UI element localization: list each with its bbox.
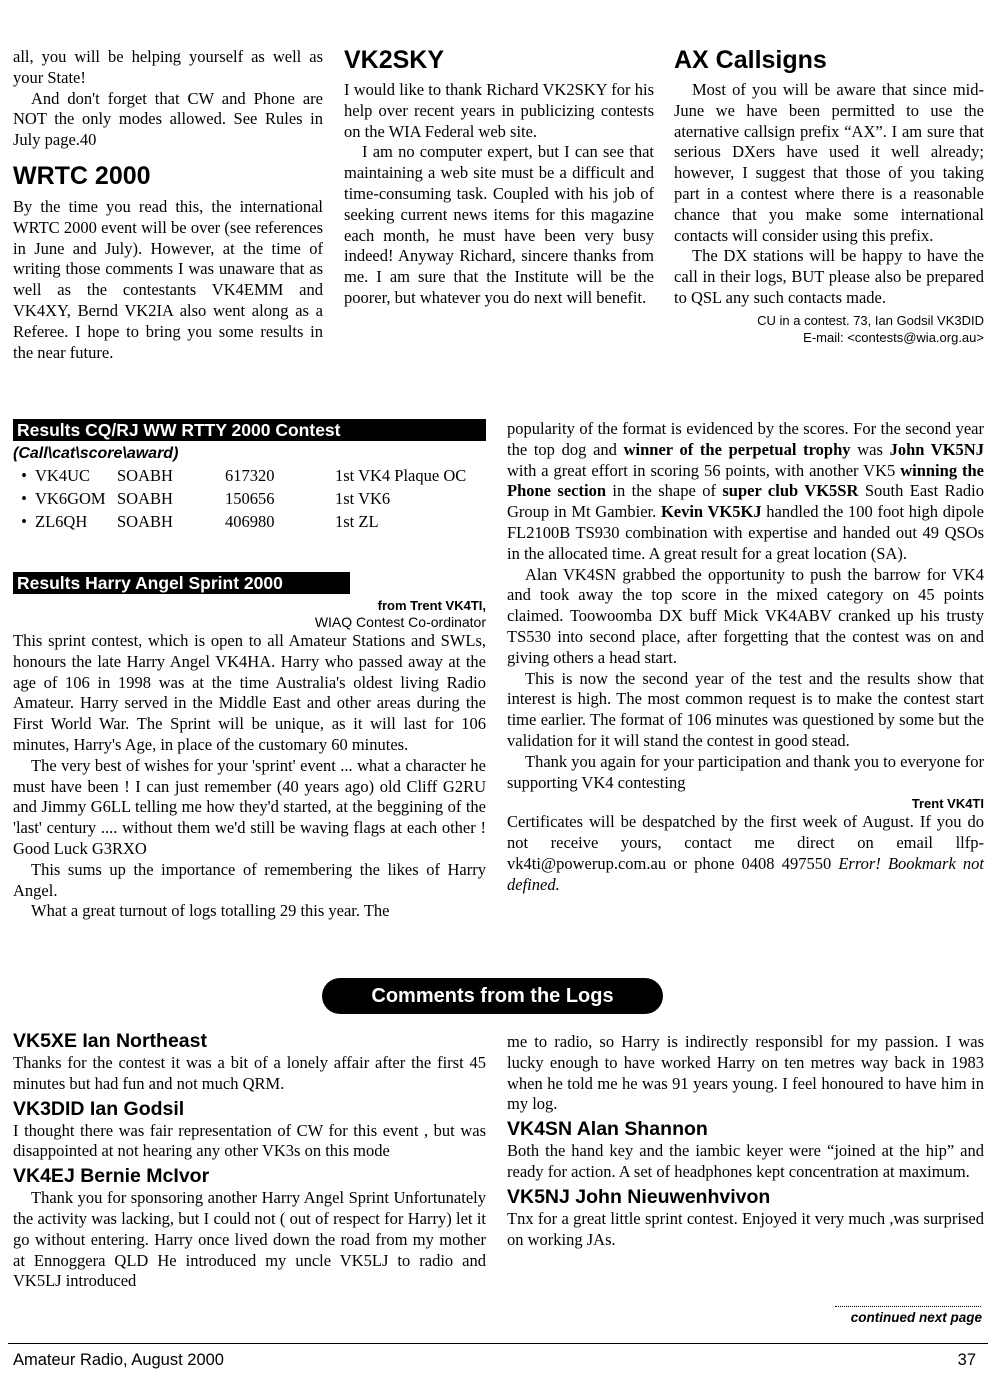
call-cell: ZL6QH	[35, 512, 88, 531]
paragraph: By the time you read this, the international WRTC 2000 event will be over (see references in June and July). However, at the time of writing those comments I was unaware that as well as the contestants VK4EMM and VK4XY, Bernd VK2IA also went along as a Referee. I hope to bring you some results in the near future.	[13, 196, 323, 362]
table-row	[13, 464, 493, 487]
sprint-results-banner	[13, 572, 350, 594]
score-cell: 406980	[225, 512, 275, 531]
paragraph: The DX stations will be happy to have the call in their logs, BUT please also be prepared to QSL any such contacts made.	[674, 246, 984, 307]
paragraph: Alan VK4SN grabbed the opportunity to push the barrow for VK4 and took away the top score in the mixed category on 45 points claimed. Toowoomba DX buff Mick VK4ABV cranked up his trusty TS530 into second place, after forgetting that the contest was on and giving others a head start.	[507, 564, 984, 667]
comment-heading: VK4EJ Bernie McIvor	[13, 1165, 210, 1188]
continued-rule	[835, 1306, 981, 1307]
signature: CU in a contest. 73, Ian Godsil VK3DID	[757, 312, 984, 328]
text-run: in the shape of	[606, 481, 723, 501]
comments-banner: Comments from the Logs	[322, 978, 663, 1014]
rtty-results-table	[13, 443, 493, 533]
paragraph	[507, 812, 984, 895]
author-role: WIAQ Contest Co-ordinator	[314, 614, 486, 630]
banner-text: Results Harry Angel Sprint 2000	[17, 573, 283, 593]
comment-heading: VK3DID Ian Godsil	[13, 1097, 185, 1120]
paragraph: all, you will be helping yourself as well as your State!	[13, 47, 323, 87]
rtty-results-banner	[13, 419, 486, 441]
signature: Trent VK4TI	[911, 796, 984, 812]
page-number: 37	[957, 1351, 976, 1369]
banner-text: Results CQ/RJ WW RTTY 2000 Contest	[17, 420, 341, 440]
award-cell: 1st ZL	[335, 512, 379, 531]
comment-body: me to radio, so Harry is indirectly responsibl for my passion. I was lucky enough to have worked Harry on ten metres way back in 1983 when he told me he was 91 years young. I feel honoured to have him in my log.	[507, 1032, 984, 1114]
award-cell: 1st VK6	[335, 489, 391, 508]
paragraph: This sums up the importance of remembering the likes of Harry Angel.	[13, 859, 486, 900]
paragraph: I am no computer expert, but I can see that maintaining a web site must be a difficult and time-consuming task. Coupled with his job of seeking current news items for this magazine each month, he must have been very busy indeed! Anyway Richard, sincere thanks from me. I am sure that the Institute will be the poorer, but whatever you do next will benefit.	[344, 142, 654, 307]
text-run: with a great effort in scoring 56 points, with another VK5	[507, 460, 901, 480]
vk2sky-heading: VK2SKY	[344, 46, 445, 74]
category-cell: SOABH	[117, 466, 173, 485]
bold-run: John VK5NJ	[889, 439, 984, 459]
bold-run: winner of the perpetual trophy	[623, 439, 851, 459]
score-cell: 150656	[225, 489, 275, 508]
text-run: popularity of the format is evidenced by the scores. For the second year the top dog and	[507, 419, 984, 459]
bold-run: Kevin VK5KJ	[660, 502, 762, 522]
comment-body: Thank you for sponsoring another Harry Angel Sprint Unfortunately the activity was lacking, but I could not ( out of respect for Harry) let it go without entering. Harry once lived down the road from my mother at Ennoggera QLD He introduced my uncle VK5LJ to radio and VK5LJ introduced	[13, 1188, 486, 1291]
category-cell: SOABH	[117, 489, 173, 508]
sprint-article-continued	[507, 419, 984, 896]
comment-body: I thought there was fair representation of CW for this event , but was disappointed at not hearing any other VK3s on this mode	[13, 1120, 486, 1161]
continued-next-page: continued next page	[850, 1310, 982, 1325]
footer-rule	[8, 1343, 988, 1344]
comment-body: Tnx for a great little sprint contest. Enjoyed it very much ,was surprised on working JAs.	[507, 1208, 984, 1249]
score-cell: 617320	[225, 466, 275, 485]
paragraph: The very best of wishes for your 'sprint' event ... what a character he must have been ! I can just remember (40 years ago) old Cliff G2RU and Jimmy G6LL telling me how they'd started, at the beggining of the 'last' century .... without them we'd still be waving flags at each other ! Good Luck G3RXO	[13, 755, 486, 858]
category-cell: SOABH	[117, 512, 173, 531]
paragraph: I would like to thank Richard VK2SKY for his help over recent years in publicizing contests on the WIA Federal web site.	[344, 80, 654, 141]
paragraph: This sprint contest, which is open to all Amateur Stations and SWLs, honours the late Harry Angel VK4HA. Harry who passed away at the age of 106 in 1998 was at the time Australia's oldest living Radio Amateur. Harry served in the Middle East and other areas during the First World War. The Sprint will be unique, as it will last for 106 minutes, Harry's Age, in place of the customary 60 minutes.	[13, 631, 486, 754]
paragraph: What a great turnout of logs totalling 29 this year. The	[31, 901, 390, 921]
italic-run: Error! Bookmark not defined.	[507, 853, 984, 894]
text-run: handled the 100 foot high dipole FL2100B TS930 combination with expertise and handed out 49 QSOs in the allocated time. A great result for a great location (SA).	[507, 502, 984, 563]
paragraph: And don't forget that CW and Phone are NOT the only modes allowed. See Rules in July page.40	[13, 88, 323, 150]
footer-magazine: Amateur Radio, August 2000	[13, 1351, 224, 1369]
comment-heading: VK5XE Ian Northeast	[13, 1030, 207, 1052]
email-address: E-mail: <contests@wia.org.au>	[803, 329, 984, 345]
comments-col-right	[507, 1032, 984, 1250]
comments-col-left	[13, 1029, 486, 1292]
col2-top	[344, 45, 654, 309]
comment-body: Both the hand key and the iambic keyer were “joined at the hip” and ready for action. A set of headphones kept concentration at maximum.	[507, 1141, 984, 1181]
bullet: •	[21, 512, 27, 531]
sprint-article	[13, 597, 486, 922]
table-row	[13, 510, 493, 533]
text-run: South East Radio Group in Mt Gambier.	[507, 481, 984, 522]
award-cell: 1st VK4 Plaque OC	[335, 466, 467, 485]
table-header: (Call\cat\score\award)	[13, 445, 179, 462]
comment-body: Thanks for the contest it was a bit of a lonely affair after the first 45 minutes but had fun and not much QRM.	[13, 1053, 486, 1093]
ax-callsigns-heading: AX Callsigns	[674, 46, 827, 74]
bold-run: super club VK5SR	[722, 481, 859, 501]
text-run: Certificates will be despatched by the first week of August. If you do not receive yours, contact me direct on email llfp-vk4ti@powerup.com.au or phone 0408 497550	[507, 812, 984, 873]
bullet: •	[21, 489, 27, 508]
call-cell: VK6GOM	[35, 489, 106, 508]
wrtc-heading: WRTC 2000	[13, 161, 151, 190]
paragraph: Thank you again for your participation and thank you to everyone for supporting VK4 contesting	[507, 751, 984, 792]
comment-heading: VK5NJ John Nieuwenhvivon	[507, 1185, 771, 1208]
bullet: •	[21, 466, 27, 485]
paragraph: This is now the second year of the test and the results show that interest is high. The most common request is to make the contest start time earlier. The format of 106 minutes was questioned by some but the validation for it will stand the contest in good stead.	[507, 668, 984, 750]
comment-heading: VK4SN Alan Shannon	[507, 1118, 708, 1141]
table-row	[13, 487, 493, 510]
col3-top	[674, 45, 984, 346]
col1-top	[13, 47, 323, 363]
author-line: from Trent VK4TI,	[377, 598, 486, 613]
call-cell: VK4UC	[35, 466, 91, 485]
paragraph: Most of you will be aware that since mid-June we have been permitted to use the aternative callsign prefix “AX”. I am sure that serious DXers have used it well already; however, I suggest that those of you taking part in a contest where there is a reasonable chance that you make some international contacts will consider using this prefix.	[674, 80, 984, 245]
bold-run: winning the Phone section	[507, 460, 984, 501]
text-run: was	[850, 439, 890, 459]
paragraph	[507, 419, 984, 565]
